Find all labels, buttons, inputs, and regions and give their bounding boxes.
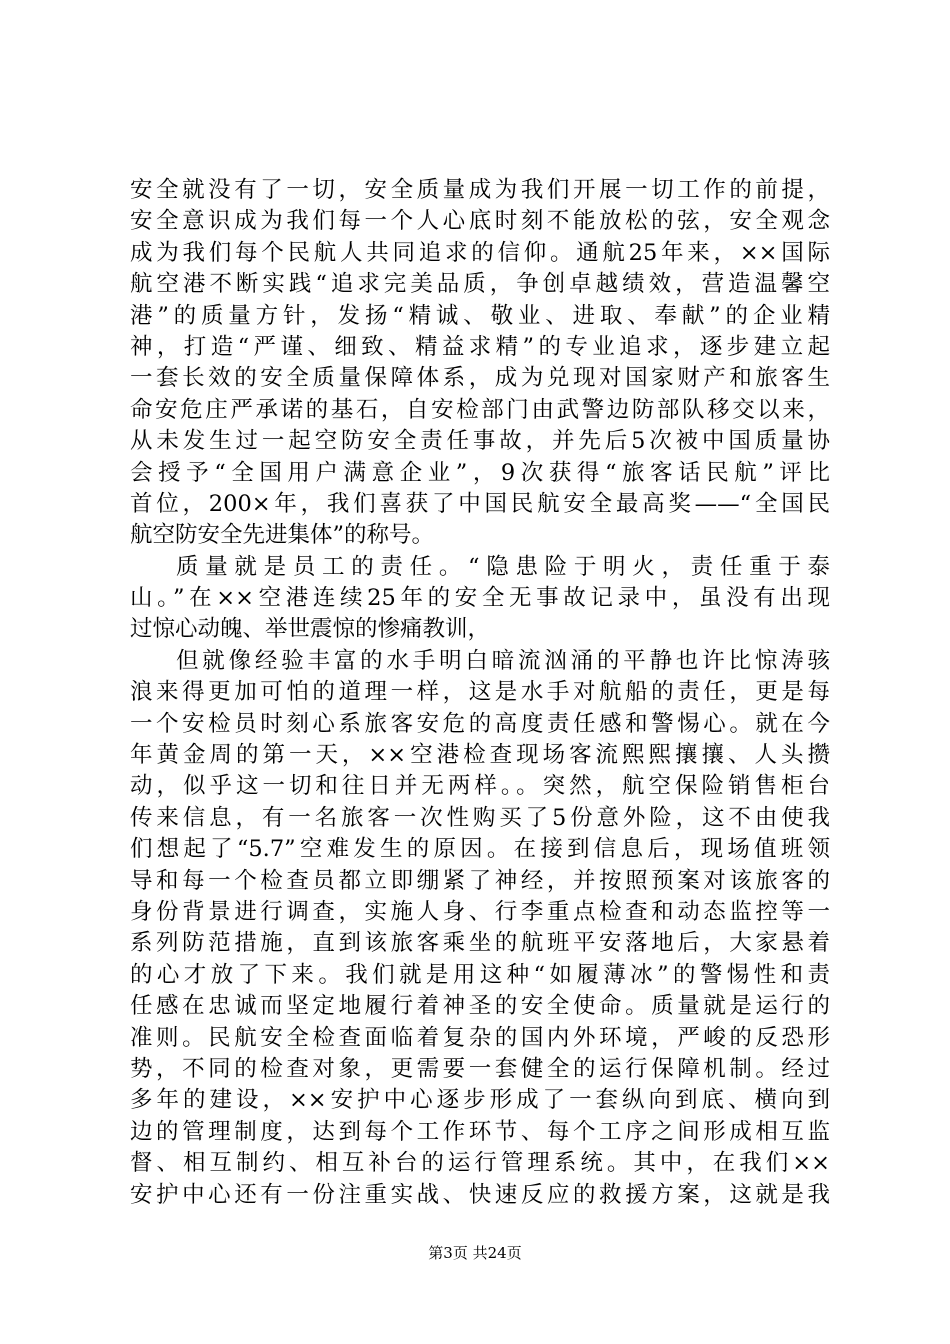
text-line: 系列防范措施，直到该旅客乘坐的航班平安落地后，大家悬着 bbox=[130, 930, 830, 957]
text-line: 身份背景进行调查，实施人身、行李重点检查和动态监控等一 bbox=[130, 898, 830, 925]
text-line: 航空港不断实践“追求完美品质，争创卓越绩效，营造温馨空 bbox=[130, 271, 830, 298]
text-line: 动，似乎这一切和往日并无两样。。突然，航空保险销售柜台 bbox=[130, 773, 830, 800]
text-line: 安全意识成为我们每一个人心底时刻不能放松的弦，安全观念 bbox=[130, 208, 830, 235]
text-line: 过惊心动魄、举世震惊的惨痛教训， bbox=[130, 616, 491, 643]
text-line: 的心才放了下来。我们就是用这种“如履薄冰”的警惕性和责 bbox=[130, 961, 830, 988]
text-line: 命安危庄严承诺的基石，自安检部门由武警边防部队移交以来， bbox=[130, 396, 830, 423]
text-line: 督、相互制约、相互补台的运行管理系统。其中，在我们×× bbox=[130, 1150, 830, 1177]
text-line: 浪来得更加可怕的道理一样，这是水手对航船的责任，更是每 bbox=[130, 679, 830, 706]
paragraph-first-line: 但就像经验丰富的水手明白暗流汹涌的平静也许比惊涛骇 bbox=[176, 647, 830, 674]
text-line: 首位，200×年，我们喜获了中国民航安全最高奖——“全国民 bbox=[130, 490, 830, 517]
text-line: 成为我们每个民航人共同追求的信仰。通航25年来，××国际 bbox=[130, 239, 830, 266]
page-number-footer: 第3页 共24页 bbox=[428, 1244, 522, 1262]
text-line: 们想起了“5.7”空难发生的原因。在接到信息后，现场值班领 bbox=[130, 836, 830, 863]
text-line: 神，打造“严谨、细致、精益求精”的专业追求，逐步建立起 bbox=[130, 333, 830, 360]
text-line: 从未发生过一起空防安全责任事故，并先后5次被中国质量协 bbox=[130, 428, 830, 455]
paragraph-first-line: 质量就是员工的责任。“隐患险于明火，责任重于泰 bbox=[176, 553, 830, 580]
text-line: 安护中心还有一份注重实战、快速反应的救援方案，这就是我 bbox=[130, 1181, 830, 1208]
text-line: 航空防安全先进集体”的称号。 bbox=[130, 522, 435, 549]
text-line: 山。”在××空港连续25年的安全无事故记录中，虽没有出现 bbox=[130, 585, 830, 612]
text-line: 一个安检员时刻心系旅客安危的高度责任感和警惕心。就在今 bbox=[130, 710, 830, 737]
text-line: 一套长效的安全质量保障体系，成为兑现对国家财产和旅客生 bbox=[130, 365, 830, 392]
text-line: 多年的建设，××安护中心逐步形成了一套纵向到底、横向到 bbox=[130, 1087, 830, 1114]
text-line: 准则。民航安全检查面临着复杂的国内外环境，严峻的反恐形 bbox=[130, 1024, 830, 1051]
body-text bbox=[130, 175, 830, 1211]
text-line: 势，不同的检查对象，更需要一套健全的运行保障机制。经过 bbox=[130, 1055, 830, 1082]
text-line: 导和每一个检查员都立即绷紧了神经，并按照预案对该旅客的 bbox=[130, 867, 830, 894]
text-line: 传来信息，有一名旅客一次性购买了5份意外险，这不由使我 bbox=[130, 804, 830, 831]
text-line: 边的管理制度，达到每个工作环节、每个工序之间形成相互监 bbox=[130, 1118, 830, 1145]
text-line: 港”的质量方针，发扬“精诚、敬业、进取、奉献”的企业精 bbox=[130, 302, 830, 329]
text-line: 任感在忠诚而坚定地履行着神圣的安全使命。质量就是运行的 bbox=[130, 993, 830, 1020]
text-line: 安全就没有了一切，安全质量成为我们开展一切工作的前提， bbox=[130, 177, 830, 203]
text-line: 会授予“全国用户满意企业”，9次获得“旅客话民航”评比 bbox=[130, 459, 830, 486]
text-line: 年黄金周的第一天，××空港检查现场客流熙熙攘攘、人头攒 bbox=[130, 742, 830, 769]
